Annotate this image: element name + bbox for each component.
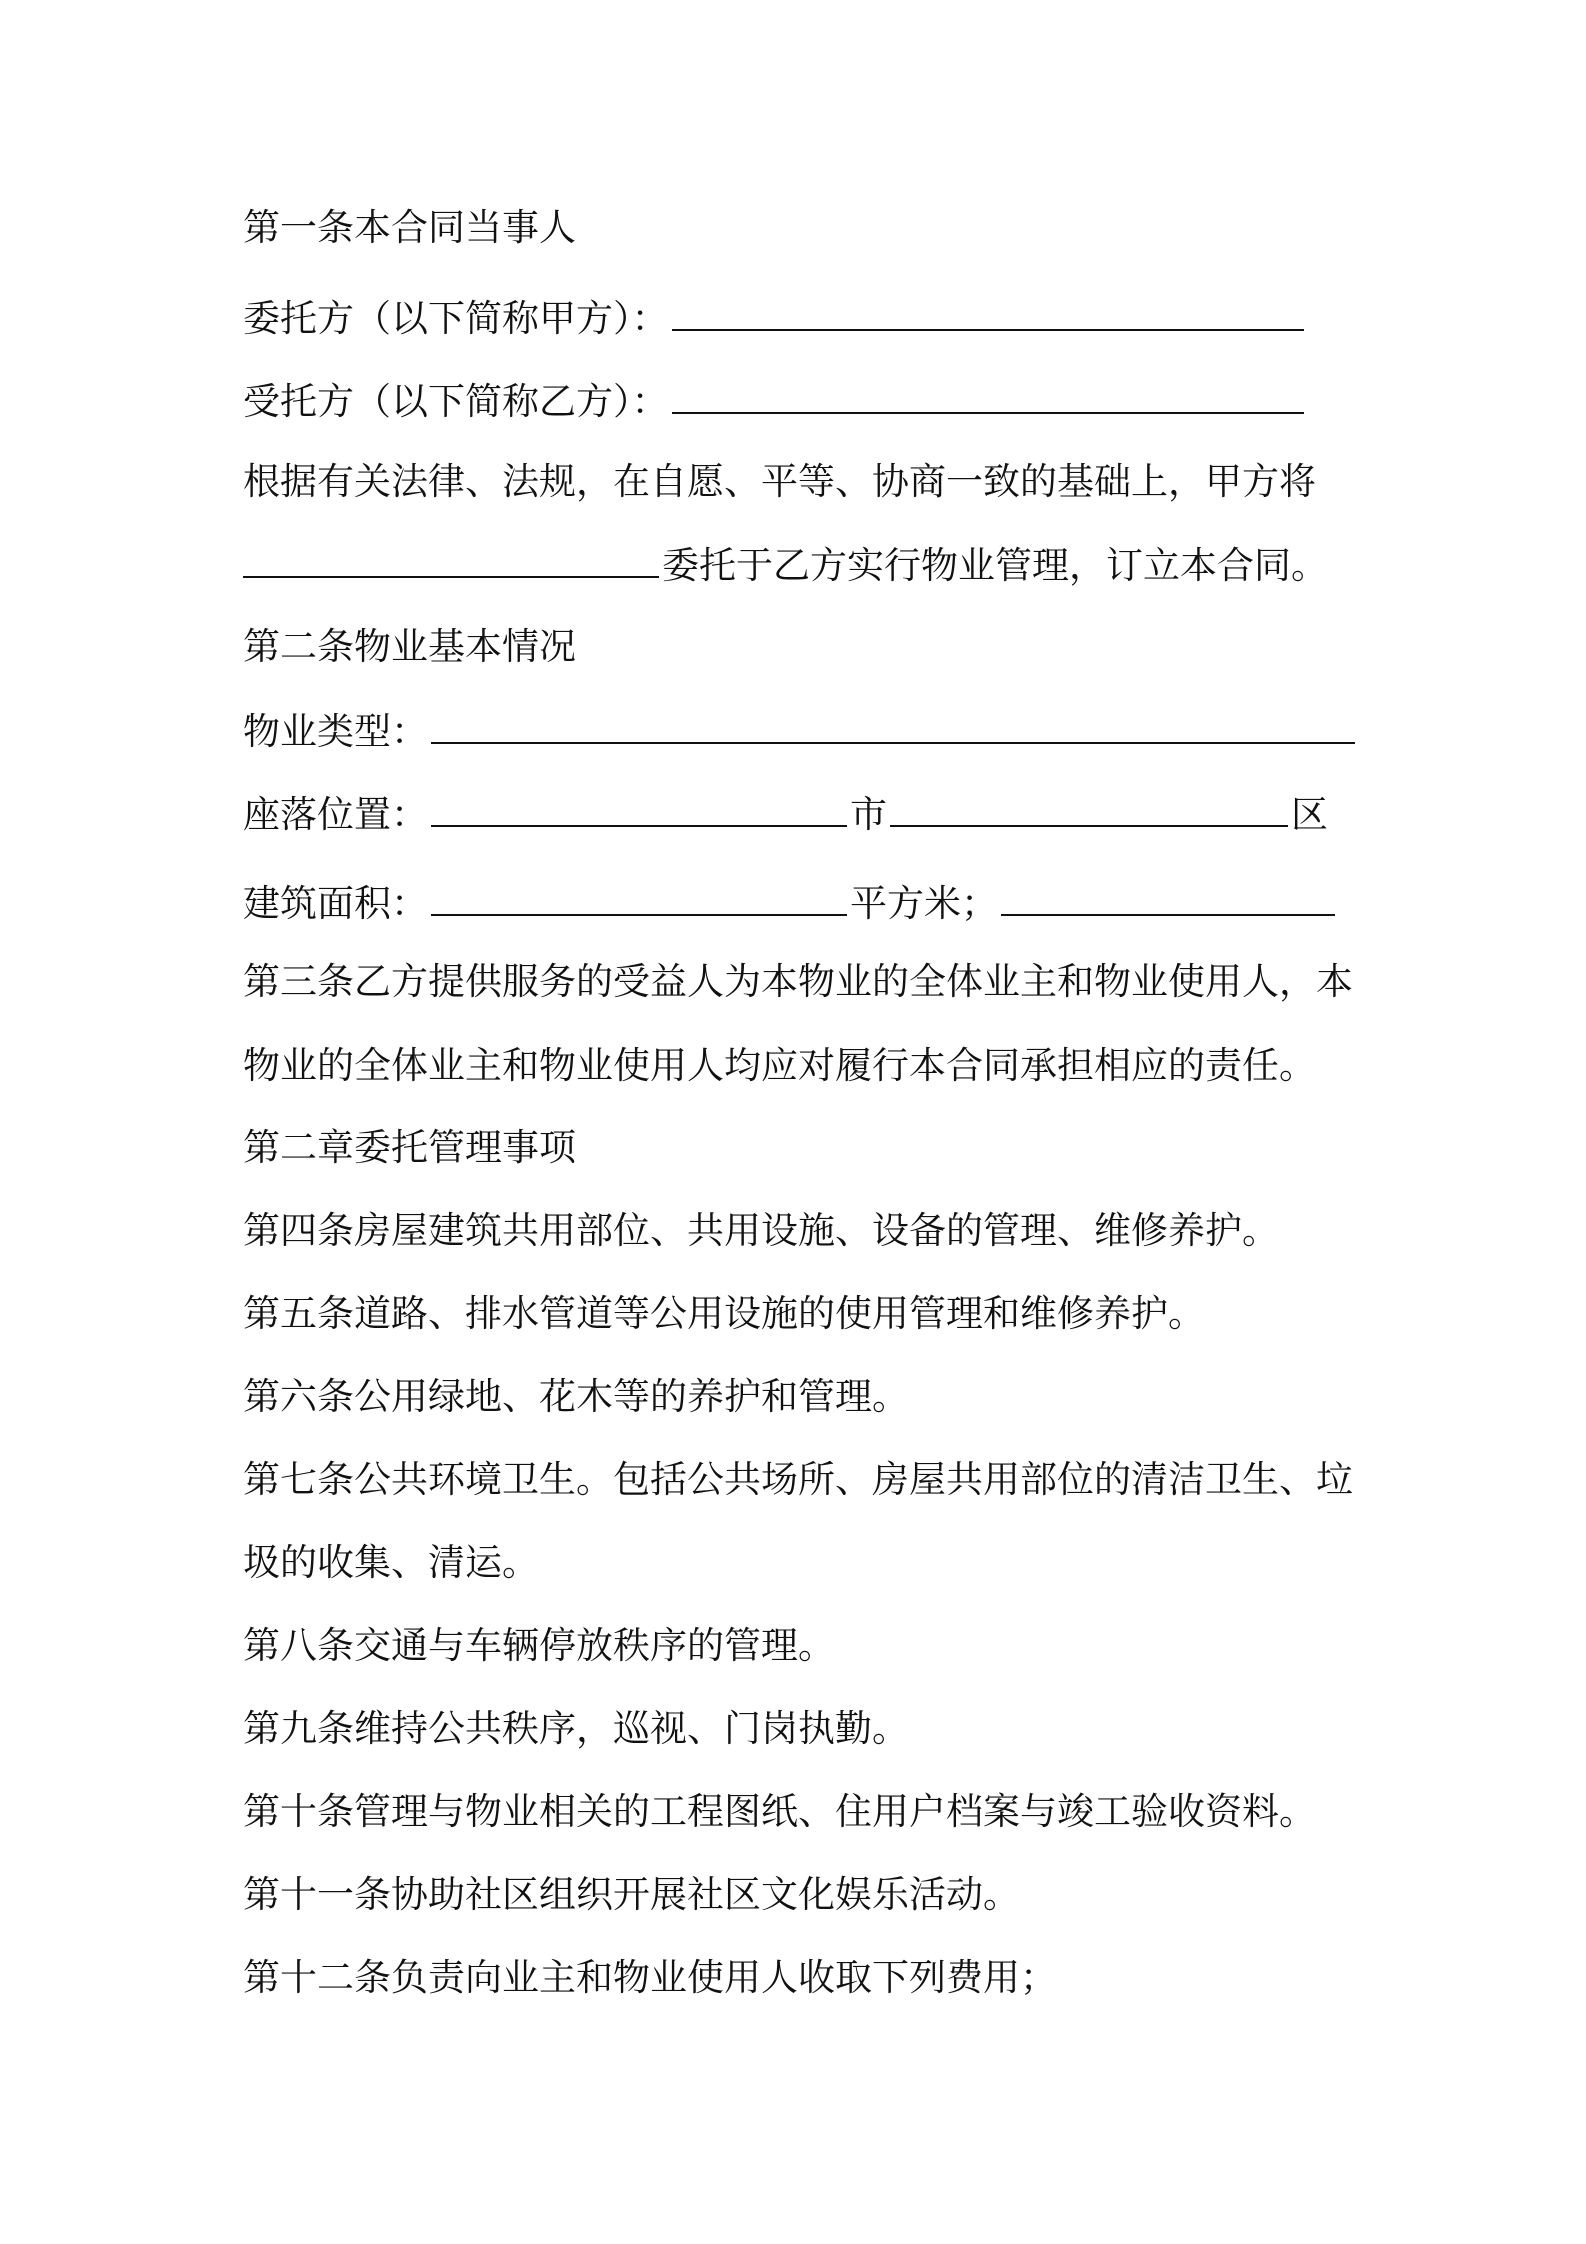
area-blank <box>431 886 847 916</box>
chapter-2-title: 第二章委托管理事项 <box>243 1126 576 1169</box>
article-1-title: 第一条本合同当事人 <box>243 206 576 249</box>
article-11: 第十一条协助社区组织开展社区文化娱乐活动。 <box>243 1873 1020 1916</box>
area-line: 建筑面积： 平方米； <box>243 882 1338 926</box>
location-line: 座落位置： 市 区 <box>243 793 1328 836</box>
basis-line-2: 委托于乙方实行物业管理，订立本合同。 <box>243 544 1328 588</box>
article-4: 第四条房屋建筑共用部位、共用设施、设备的管理、维修养护。 <box>243 1209 1279 1252</box>
property-name-blank <box>243 548 659 578</box>
article-8: 第八条交通与车辆停放秩序的管理。 <box>243 1624 835 1667</box>
article-5: 第五条道路、排水管道等公用设施的使用管理和维修养护。 <box>243 1292 1205 1335</box>
basis-line-1: 根据有关法律、法规，在自愿、平等、协商一致的基础上，甲方将 <box>243 460 1316 503</box>
party-a-blank <box>672 301 1304 331</box>
article-7-line-1: 第七条公共环境卫生。包括公共场所、房屋共用部位的清洁卫生、垃 <box>243 1458 1353 1501</box>
article-9: 第九条维持公共秩序，巡视、门岗执勤。 <box>243 1707 909 1750</box>
article-10: 第十条管理与物业相关的工程图纸、住用户档案与竣工验收资料。 <box>243 1790 1316 1833</box>
party-a-line: 委托方（以下简称甲方）： <box>243 297 1307 341</box>
article-7-line-2: 圾的收集、清运。 <box>243 1541 539 1584</box>
article-3-line-2: 物业的全体业主和物业使用人均应对履行本合同承担相应的责任。 <box>243 1044 1316 1087</box>
article-6: 第六条公用绿地、花木等的养护和管理。 <box>243 1375 909 1418</box>
city-blank <box>431 797 847 827</box>
article-12: 第十二条负责向业主和物业使用人收取下列费用； <box>243 1956 1057 1999</box>
party-b-line: 受托方（以下简称乙方）： <box>243 380 1307 424</box>
district-blank <box>890 797 1288 827</box>
article-2-title: 第二条物业基本情况 <box>243 625 576 668</box>
property-type-line: 物业类型： <box>243 710 1358 754</box>
party-b-blank <box>672 384 1304 414</box>
property-type-blank <box>431 714 1355 744</box>
article-3-line-1: 第三条乙方提供服务的受益人为本物业的全体业主和物业使用人，本 <box>243 960 1353 1003</box>
area-extra-blank <box>1001 886 1335 916</box>
